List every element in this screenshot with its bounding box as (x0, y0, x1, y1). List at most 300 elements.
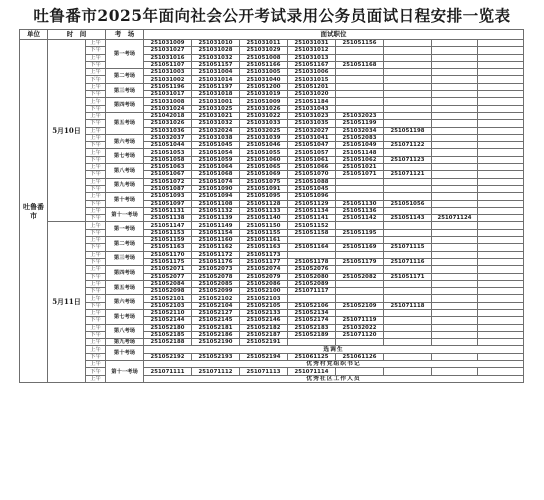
position-code (336, 76, 384, 83)
session-slot: 上午 (86, 54, 106, 61)
position-code (336, 222, 384, 229)
position-code (384, 317, 432, 324)
position-code (478, 149, 524, 156)
position-code (432, 134, 478, 141)
position-code: 251051055 (240, 149, 288, 156)
session-slot: 上午 (86, 83, 106, 90)
position-code: 251052187 (240, 331, 288, 338)
table-row (20, 273, 524, 280)
position-code: 251071118 (384, 302, 432, 309)
position-code: 251051143 (384, 215, 432, 222)
position-code: 251051154 (192, 229, 240, 236)
position-code (432, 222, 478, 229)
position-code: 251051057 (288, 149, 336, 156)
position-code: 251052192 (144, 353, 192, 360)
position-code (384, 149, 432, 156)
position-code: 251051066 (288, 164, 336, 171)
session-slot: 上午 (86, 98, 106, 105)
session-slot: 下午 (86, 200, 106, 207)
position-code: 251071117 (288, 288, 336, 295)
position-code (384, 309, 432, 316)
position-code (384, 207, 432, 214)
position-code: 251031011 (240, 40, 288, 47)
position-code: 251051072 (144, 178, 192, 185)
table-row (20, 105, 524, 112)
position-code (478, 61, 524, 68)
position-code (432, 76, 478, 83)
header-unit: 单位 (20, 30, 48, 40)
session-slot: 下午 (86, 353, 106, 360)
position-code: 251031029 (240, 47, 288, 54)
position-category: 优秀社区工作人员 (144, 375, 524, 382)
schedule-body (20, 30, 524, 383)
position-code: 251051171 (384, 273, 432, 280)
position-code (478, 76, 524, 83)
position-code (478, 91, 524, 98)
table-row (20, 215, 524, 222)
table-row (20, 353, 524, 360)
position-code (432, 120, 478, 127)
position-code (336, 178, 384, 185)
position-code: 251051178 (288, 258, 336, 265)
position-code (288, 251, 336, 258)
position-code (384, 164, 432, 171)
position-code: 251031001 (192, 98, 240, 105)
session-slot: 上午 (86, 164, 106, 171)
position-code: 251031041 (288, 134, 336, 141)
unit-name: 吐鲁番市 (20, 40, 48, 383)
position-code: 251052074 (240, 266, 288, 273)
position-code: 251051158 (288, 229, 336, 236)
position-code: 251051129 (288, 200, 336, 207)
position-code (478, 295, 524, 302)
position-code (478, 302, 524, 309)
position-code: 251052084 (144, 280, 192, 287)
position-code (336, 251, 384, 258)
position-code: 251051153 (144, 229, 192, 236)
session-slot: 上午 (86, 69, 106, 76)
position-code: 251071116 (384, 258, 432, 265)
table-row (20, 69, 524, 76)
session-slot: 下午 (86, 61, 106, 68)
table-row (20, 339, 524, 346)
session-slot: 上午 (86, 193, 106, 200)
header-positions: 面试职位 (144, 30, 524, 40)
position-code (478, 207, 524, 214)
position-code (432, 339, 478, 346)
position-code: 251051177 (240, 258, 288, 265)
session-slot: 上午 (86, 266, 106, 273)
position-code: 251051198 (384, 127, 432, 134)
session-slot: 下午 (86, 47, 106, 54)
position-code (432, 40, 478, 47)
position-category: 优秀村党组织书记 (144, 361, 524, 368)
position-code: 251051134 (288, 207, 336, 214)
session-slot: 下午 (86, 171, 106, 178)
position-code (336, 295, 384, 302)
position-code: 251051168 (336, 61, 384, 68)
position-code: 251051175 (144, 258, 192, 265)
position-code: 251051162 (192, 244, 240, 251)
position-code (336, 193, 384, 200)
position-code: 251031015 (288, 76, 336, 83)
position-code (432, 61, 478, 68)
exam-room: 第五考场 (106, 112, 144, 134)
position-code: 251071120 (336, 331, 384, 338)
position-code (432, 164, 478, 171)
position-code (432, 149, 478, 156)
position-code: 251051008 (240, 54, 288, 61)
session-slot: 下午 (86, 317, 106, 324)
exam-room: 第六考场 (106, 295, 144, 310)
interview-schedule-table (19, 29, 524, 383)
table-row (20, 120, 524, 127)
position-code: 251051090 (192, 185, 240, 192)
position-code: 251051070 (288, 171, 336, 178)
position-code (478, 200, 524, 207)
session-slot: 上午 (86, 222, 106, 229)
position-code (478, 120, 524, 127)
position-code: 251051170 (144, 251, 192, 258)
table-row (20, 302, 524, 309)
position-code: 251051061 (288, 156, 336, 163)
position-code: 251052102 (192, 295, 240, 302)
session-slot: 下午 (86, 244, 106, 251)
position-code: 251042018 (144, 112, 192, 119)
position-code (336, 280, 384, 287)
position-code: 251031003 (144, 69, 192, 76)
position-code: 251052188 (144, 339, 192, 346)
position-code (478, 69, 524, 76)
position-code (478, 317, 524, 324)
session-slot: 下午 (86, 302, 106, 309)
position-code (336, 54, 384, 61)
position-code: 251031017 (144, 91, 192, 98)
position-code: 251052077 (144, 273, 192, 280)
position-code: 251032034 (336, 127, 384, 134)
session-slot: 下午 (86, 76, 106, 83)
page-title: 吐鲁番市2025年面向社会公开考试录用公务员面试日程安排一览表 (33, 6, 511, 25)
position-code: 251051063 (144, 164, 192, 171)
day-date: 5月10日 (48, 40, 86, 222)
position-code (384, 69, 432, 76)
position-category: 选调生 (144, 346, 524, 353)
position-code (432, 295, 478, 302)
table-row (20, 76, 524, 83)
position-code (384, 120, 432, 127)
position-code: 251032025 (240, 127, 288, 134)
session-slot: 下午 (86, 142, 106, 149)
session-slot: 上午 (86, 375, 106, 382)
position-code (384, 280, 432, 287)
position-code (432, 83, 478, 90)
session-slot: 下午 (86, 273, 106, 280)
position-code (432, 309, 478, 316)
position-code (478, 98, 524, 105)
position-code: 251051179 (336, 258, 384, 265)
position-code (384, 331, 432, 338)
position-code (478, 142, 524, 149)
position-code: 251052186 (192, 331, 240, 338)
position-code (432, 127, 478, 134)
position-code (432, 280, 478, 287)
position-code (478, 83, 524, 90)
position-code (336, 83, 384, 90)
position-code (384, 193, 432, 200)
position-code: 251052109 (336, 302, 384, 309)
position-code: 251051152 (288, 222, 336, 229)
position-code (478, 331, 524, 338)
position-code: 251052080 (288, 273, 336, 280)
position-code: 251071114 (288, 368, 336, 375)
table-row (20, 317, 524, 324)
position-code (432, 353, 478, 360)
position-code (478, 266, 524, 273)
position-code: 251051130 (336, 200, 384, 207)
position-code (432, 98, 478, 105)
position-code: 251052193 (192, 353, 240, 360)
position-code (432, 105, 478, 112)
table-row (20, 134, 524, 141)
position-code: 251061125 (288, 353, 336, 360)
position-code (384, 185, 432, 192)
position-code: 251051131 (144, 207, 192, 214)
position-code (478, 251, 524, 258)
position-code (478, 193, 524, 200)
position-code: 251031035 (288, 120, 336, 127)
table-row (20, 266, 524, 273)
position-code (478, 288, 524, 295)
position-code: 251052127 (192, 309, 240, 316)
session-slot: 上午 (86, 127, 106, 134)
position-code (384, 40, 432, 47)
position-code: 251051128 (240, 200, 288, 207)
position-code: 251052183 (288, 324, 336, 331)
exam-room: 第四考场 (106, 98, 144, 113)
position-code (288, 295, 336, 302)
position-code: 251032023 (336, 112, 384, 119)
exam-room: 第三考场 (106, 83, 144, 98)
position-code: 251051196 (144, 83, 192, 90)
session-slot: 下午 (86, 331, 106, 338)
position-code (336, 368, 384, 375)
position-code: 251051096 (288, 193, 336, 200)
session-slot: 下午 (86, 105, 106, 112)
position-code: 251051157 (192, 61, 240, 68)
position-code (336, 266, 384, 273)
position-code: 251052185 (144, 331, 192, 338)
position-code: 251071112 (192, 368, 240, 375)
position-code: 251052145 (192, 317, 240, 324)
position-code: 251031018 (192, 91, 240, 98)
table-row (20, 375, 524, 382)
position-code: 251051197 (192, 83, 240, 90)
position-code: 251051107 (144, 61, 192, 68)
position-code (432, 142, 478, 149)
table-row (20, 237, 524, 244)
exam-room: 第九考场 (106, 178, 144, 193)
position-code: 251051141 (288, 215, 336, 222)
position-code (478, 164, 524, 171)
position-code (384, 47, 432, 54)
position-code (384, 83, 432, 90)
position-code: 251031031 (288, 40, 336, 47)
position-code (288, 237, 336, 244)
position-code: 251051009 (240, 98, 288, 105)
position-code (432, 258, 478, 265)
position-code: 251031013 (288, 54, 336, 61)
position-code (432, 91, 478, 98)
position-code: 251031020 (288, 91, 336, 98)
position-code (384, 91, 432, 98)
position-code (432, 273, 478, 280)
header-room: 考 场 (106, 30, 144, 40)
position-code: 251051059 (192, 156, 240, 163)
table-row (20, 331, 524, 338)
position-code (384, 105, 432, 112)
table-row (20, 207, 524, 214)
table-row (20, 91, 524, 98)
position-code (432, 156, 478, 163)
position-code (432, 69, 478, 76)
position-code (478, 280, 524, 287)
position-code: 251032022 (336, 324, 384, 331)
position-code (432, 229, 478, 236)
position-code: 251051091 (240, 185, 288, 192)
table-row (20, 40, 524, 47)
table-row (20, 83, 524, 90)
position-code: 251052110 (144, 309, 192, 316)
position-code: 251031025 (192, 105, 240, 112)
table-row (20, 149, 524, 156)
position-code: 251051167 (288, 61, 336, 68)
position-code: 251031028 (192, 47, 240, 54)
position-code: 251051075 (240, 178, 288, 185)
position-code (384, 353, 432, 360)
position-code: 251052082 (336, 273, 384, 280)
exam-room: 第七考场 (106, 149, 144, 164)
position-code (432, 331, 478, 338)
position-code: 251051159 (144, 237, 192, 244)
session-slot: 上午 (86, 40, 106, 47)
position-code: 251051155 (240, 229, 288, 236)
table-row (20, 98, 524, 105)
position-code: 251031009 (144, 40, 192, 47)
position-code (478, 156, 524, 163)
exam-room: 第八考场 (106, 164, 144, 179)
position-code: 251052105 (240, 302, 288, 309)
position-code (336, 339, 384, 346)
position-code (336, 69, 384, 76)
position-code (384, 237, 432, 244)
position-code (432, 288, 478, 295)
position-code: 251032037 (144, 134, 192, 141)
position-code (336, 288, 384, 295)
exam-room: 第十一考场 (106, 361, 144, 383)
position-code (336, 47, 384, 54)
position-code: 251031027 (144, 47, 192, 54)
position-code: 251051148 (336, 149, 384, 156)
session-slot: 上午 (86, 346, 106, 353)
position-code (478, 40, 524, 47)
exam-room: 第二考场 (106, 69, 144, 84)
exam-room: 第十考场 (106, 346, 144, 361)
position-code: 251031032 (192, 54, 240, 61)
position-code (478, 171, 524, 178)
position-code (432, 251, 478, 258)
position-code: 251031038 (192, 134, 240, 141)
position-code: 251031006 (288, 69, 336, 76)
position-code: 251031010 (192, 40, 240, 47)
position-code: 251071122 (384, 142, 432, 149)
position-code: 251051140 (240, 215, 288, 222)
table-row (20, 346, 524, 353)
position-code: 251031036 (144, 127, 192, 134)
position-code (478, 222, 524, 229)
position-code: 251052076 (288, 266, 336, 273)
position-code (478, 237, 524, 244)
position-code: 251031014 (192, 76, 240, 83)
session-slot: 下午 (86, 368, 106, 375)
position-code: 251051094 (192, 193, 240, 200)
position-code (432, 324, 478, 331)
position-code: 251051045 (192, 142, 240, 149)
position-code (478, 134, 524, 141)
position-code: 251051060 (240, 156, 288, 163)
position-code (336, 237, 384, 244)
position-code: 251052071 (144, 266, 192, 273)
position-code: 251051049 (336, 142, 384, 149)
position-code (384, 222, 432, 229)
table-row (20, 61, 524, 68)
position-code: 251052103 (240, 295, 288, 302)
position-code: 251051172 (192, 251, 240, 258)
session-slot: 下午 (86, 185, 106, 192)
position-code: 251052133 (240, 309, 288, 316)
position-code (336, 98, 384, 105)
position-code: 251052189 (288, 331, 336, 338)
position-code (478, 229, 524, 236)
position-code: 251051069 (240, 171, 288, 178)
position-code: 251031022 (240, 112, 288, 119)
position-code: 251052180 (144, 324, 192, 331)
position-code: 251052182 (240, 324, 288, 331)
position-code (478, 127, 524, 134)
position-code: 251051195 (336, 229, 384, 236)
position-code (432, 54, 478, 61)
position-code: 251052098 (144, 288, 192, 295)
position-code: 251051163 (240, 244, 288, 251)
position-code (384, 98, 432, 105)
position-code (384, 339, 432, 346)
position-code (288, 339, 336, 346)
position-code (384, 229, 432, 236)
position-code (478, 54, 524, 61)
position-code: 251052101 (144, 295, 192, 302)
position-code (384, 61, 432, 68)
position-code: 251052174 (288, 317, 336, 324)
position-code: 251051173 (240, 251, 288, 258)
position-code (478, 178, 524, 185)
position-code: 251052146 (240, 317, 288, 324)
position-code (478, 339, 524, 346)
position-code (384, 178, 432, 185)
position-code: 251052191 (240, 339, 288, 346)
position-code: 251051053 (144, 149, 192, 156)
position-code: 251052181 (192, 324, 240, 331)
exam-room: 第一考场 (106, 222, 144, 237)
position-code: 251031019 (240, 91, 288, 98)
